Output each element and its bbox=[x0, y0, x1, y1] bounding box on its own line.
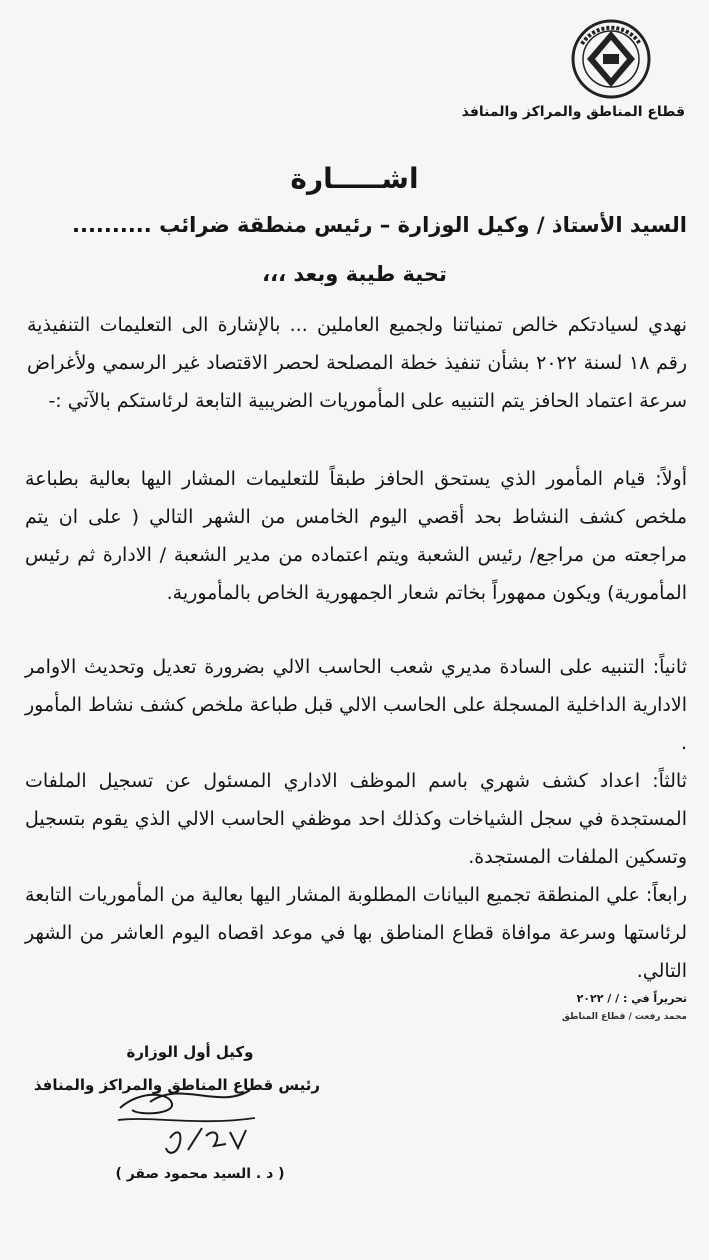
intro-paragraph: نهدي لسيادتكم خالص تمنياتنا ولجميع العاملين ... بالإشارة الى التعليمات التنفيذية رقم ١٨ لسنة ٢٠٢٢ بشأن تنفيذ خطة المصلحة لحصر الاقتصاد غير الرسمي ولأغراض سرعة اعتماد الحافز يتم التنبيه على المأموريات الضريبية التابعة لرئاستكم بالآتي :- bbox=[27, 314, 687, 412]
list-item-text: ثالثاً: اعداد كشف شهري باسم الموظف الاداري المسئول عن تسجيل الملفات المستجدة في سجل الشياخات وكذلك احد موظفي الحاسب الالي الذي يقوم بتسجيل وتسكين الملفات المستجدة. bbox=[25, 770, 687, 868]
greeting-line: تحية طيبة وبعد ،،، bbox=[262, 262, 447, 286]
list-item-third bbox=[25, 762, 687, 876]
list-item-number: رابعاً: bbox=[639, 884, 688, 906]
list-item-number: ثالثاً: bbox=[640, 770, 687, 792]
writer-line: محمد رفعت / قطاع المناطق bbox=[561, 1012, 687, 1022]
page-title: اشـــــارة bbox=[290, 162, 419, 195]
list-item-text: ثانياً: التنبيه على السادة مديري شعب الحاسب الالي بضرورة تعديل وتحديث الاوامر الادارية الداخلية المسجلة على الحاسب الالي قبل طباعة ملخص كشف نشاط المأمور . bbox=[25, 656, 687, 754]
signatory-position: رئيس قطاع المناطق والمراكز والمنافذ bbox=[33, 1076, 320, 1094]
list-item-text: أولاً: قيام المأمور الذي يستحق الحافز طبقاً للتعليمات المشار اليها بعالية بطباعة ملخص كشف النشاط بحد أقصي اليوم الخامس من الشهر التالي ( على ان يتم مراجعته من مراجع/ رئيس الشعبة ويتم اعتماده من مدير الشعبة / الادارة ثم رئيس المأمورية) ويكون ممهوراً بخاتم شعار الجمهورية الخاص بالمأمورية. bbox=[25, 468, 688, 604]
ministry-seal-logo bbox=[570, 18, 652, 100]
list-item-number: أولاً: bbox=[645, 468, 688, 490]
addressee-line: السيد الأستاذ / وكيل الوزارة – رئيس منطقة ضرائب .......... bbox=[71, 213, 687, 237]
list-item-fourth bbox=[25, 876, 687, 990]
list-item-second bbox=[25, 648, 687, 762]
signatory-title: وكيل أول الوزارة bbox=[126, 1043, 254, 1061]
handwritten-signature bbox=[110, 1080, 260, 1165]
list-item-text: رابعاً: علي المنطقة تجميع البيانات المطلوبة المشار اليها بعالية من المأموريات التابعة لرئاستها وسرعة موافاة قطاع المناطق بها في موعد اقصاه اليوم العاشر من الشهر التالي. bbox=[25, 884, 688, 982]
list-item-number: ثانياً: bbox=[644, 656, 687, 678]
sector-name: قطاع المناطق والمراكز والمنافذ bbox=[461, 104, 685, 120]
signatory-name: ( د . السيد محمود صقر ) bbox=[115, 1166, 285, 1182]
date-line: تحريراً في : / / ٢٠٢٢ bbox=[576, 992, 687, 1005]
list-item-first bbox=[25, 460, 687, 612]
